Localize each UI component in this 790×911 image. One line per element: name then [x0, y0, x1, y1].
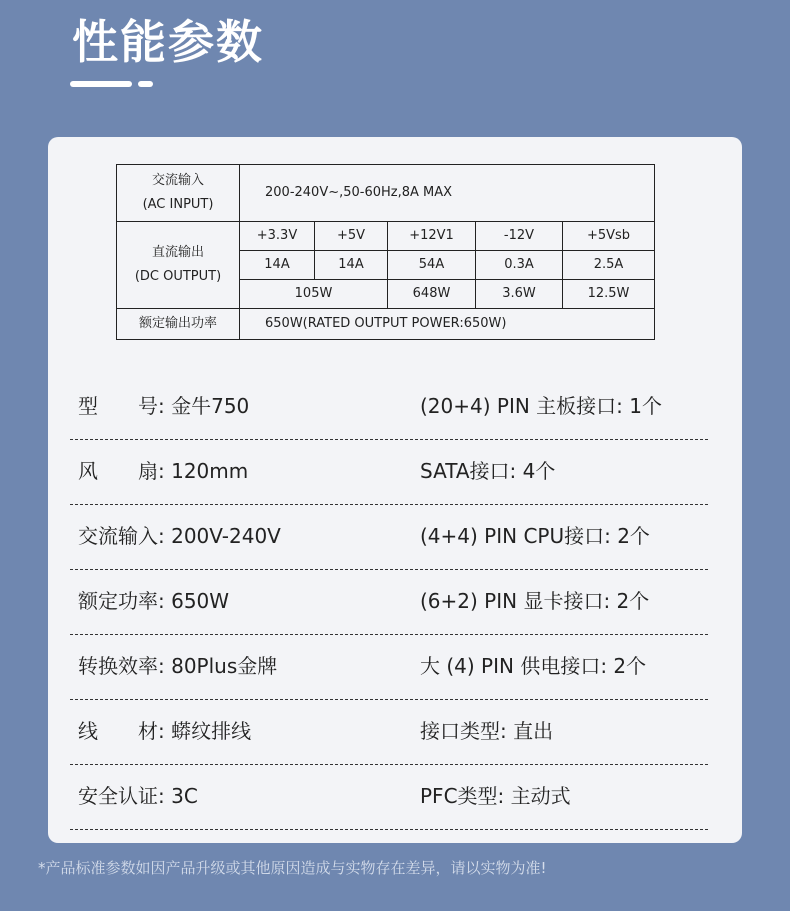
detail-right: SATA接口: 4个 — [420, 459, 556, 483]
power-cell: 648W — [388, 280, 476, 309]
detail-left: 转换效率: 80Plus金牌 — [78, 654, 278, 678]
spec-table — [116, 164, 655, 340]
detail-left: 型 号: 金牛750 — [78, 394, 250, 418]
page-title: 性能参数 — [72, 15, 264, 69]
detail-left: 线 材: 蟒纹排线 — [78, 719, 252, 743]
rail-cell: -12V — [476, 222, 563, 251]
rated-power-row — [117, 309, 655, 340]
detail-left: 额定功率: 650W — [78, 589, 230, 613]
current-cell: 14A — [240, 251, 315, 280]
dc-output-label: 直流输出 (DC OUTPUT) — [117, 222, 240, 309]
power-cell: 12.5W — [563, 280, 655, 309]
detail-left: 安全认证: 3C — [78, 784, 198, 808]
title-underline-short — [138, 81, 153, 87]
detail-right: (4+4) PIN CPU接口: 2个 — [420, 524, 650, 548]
ac-input-value: 200-240V~,50-60Hz,8A MAX — [240, 165, 655, 222]
current-cell: 14A — [315, 251, 388, 280]
detail-list — [70, 375, 708, 830]
detail-right: (20+4) PIN 主板接口: 1个 — [420, 394, 662, 418]
rail-cell: +5Vsb — [563, 222, 655, 251]
detail-row — [70, 440, 708, 505]
power-cell: 3.6W — [476, 280, 563, 309]
ac-input-label: 交流输入 (AC INPUT) — [117, 165, 240, 222]
rail-cell: +12V1 — [388, 222, 476, 251]
current-cell: 54A — [388, 251, 476, 280]
disclaimer-note: *产品标准参数如因产品升级或其他原因造成与实物存在差异，请以实物为准! — [38, 859, 547, 877]
detail-right: PFC类型: 主动式 — [420, 784, 571, 808]
power-cell: 105W — [240, 280, 388, 309]
detail-row — [70, 375, 708, 440]
rated-power-label: 额定输出功率 — [117, 309, 240, 340]
detail-row — [70, 570, 708, 635]
detail-row — [70, 765, 708, 830]
dc-rails-row — [117, 222, 655, 251]
current-cell: 0.3A — [476, 251, 563, 280]
detail-left: 风 扇: 120mm — [78, 459, 249, 483]
detail-row — [70, 700, 708, 765]
rail-cell: +5V — [315, 222, 388, 251]
rail-cell: +3.3V — [240, 222, 315, 251]
detail-row — [70, 635, 708, 700]
title-underline-long — [70, 81, 132, 87]
ac-input-row — [117, 165, 655, 222]
detail-left: 交流输入: 200V-240V — [78, 524, 281, 548]
detail-right: 大 (4) PIN 供电接口: 2个 — [420, 654, 647, 678]
current-cell: 2.5A — [563, 251, 655, 280]
detail-row — [70, 505, 708, 570]
detail-right: 接口类型: 直出 — [420, 719, 554, 743]
rated-power-value: 650W(RATED OUTPUT POWER:650W) — [240, 309, 655, 340]
spec-card — [48, 137, 742, 843]
detail-right: (6+2) PIN 显卡接口: 2个 — [420, 589, 650, 613]
